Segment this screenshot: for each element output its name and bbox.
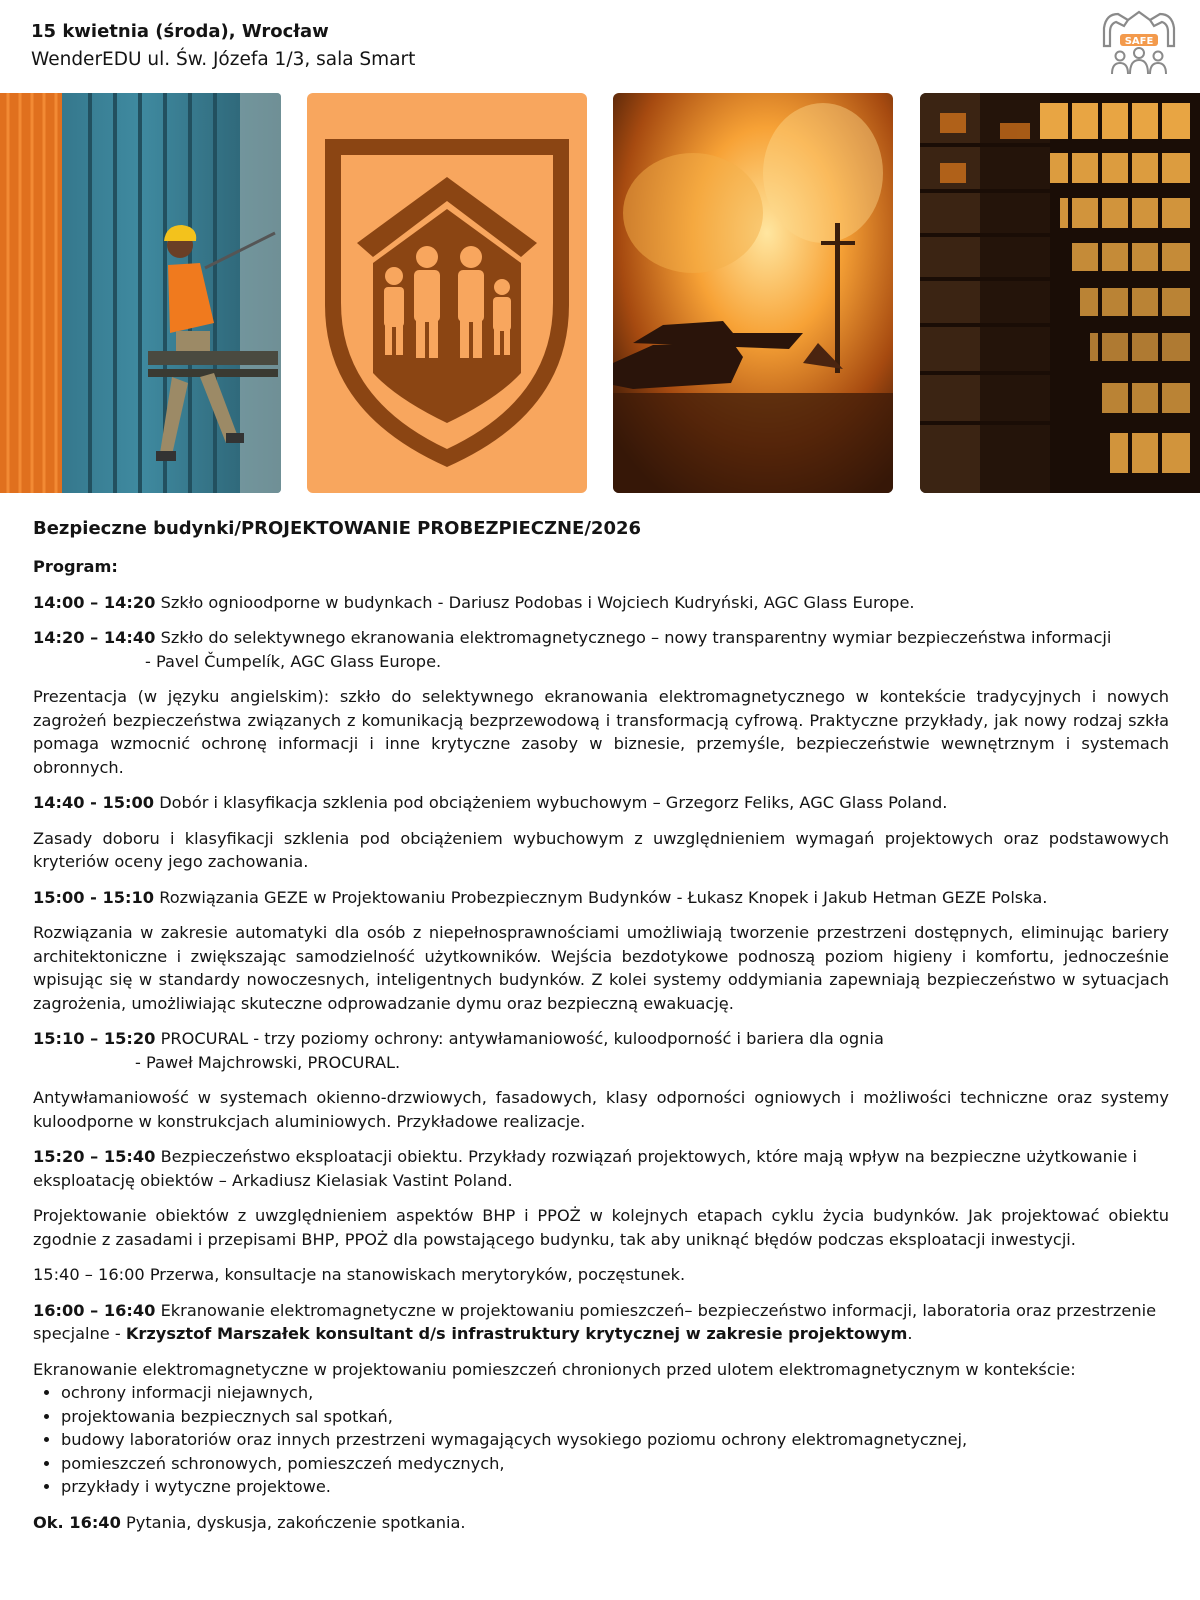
photo-strip [0,93,1200,493]
agenda-time: 16:00 – 16:40 [33,1300,156,1320]
agenda-time: 14:00 – 14:20 [33,592,156,612]
event-date: 15 kwietnia (środa), Wrocław [31,21,329,42]
agenda-text: Pytania, dyskusja, zakończenie spotkania. [120,1512,466,1532]
agenda-item [33,626,1169,673]
agenda-description: Prezentacja (w języku angielskim): szkło do selektywnego ekranowania elektromagnetycznego w kontekście tradycyjnych i nowych zagrożeń bezpieczeństwa związanych z komunikacją bezprzewodową i transformacją cyfrową. Praktyczne przykłady, jak nowy rodzaj szkła pomaga wzmocnić ochronę informacji i inne krytyczne zasoby w biznesie, przemyśle, bezpieczeństwie wewnętrznym i systemach obronnych. [33,687,1169,777]
agenda-description: Zasady doboru i klasyfikacji szklenia pod obciążeniem wybuchowym z uwzględnieniem wymagań projektowych oraz podstawowych kryteriów oceny jego zachowania. [33,828,1169,871]
agenda-speaker: - Paweł Majchrowski, PROCURAL. [135,1052,401,1072]
bullet-list [33,1381,1169,1499]
agenda-item [33,1145,1169,1192]
agenda-text: Szkło ognioodporne w budynkach - Dariusz Podobas i Wojciech Kudryński, AGC Glass Europe. [155,592,915,612]
agenda-description: Antywłamaniowość w systemach okienno-drzwiowych, fasadowych, klasy odporności ogniowych i możliwości techniczne oraz systemy kuloodporne w konstrukcjach aluminiowych. Przykładowe realizacje. [33,1088,1169,1131]
list-item: • pomieszczeń schronowych, pomieszczeń medycznych, [61,1452,1169,1476]
agenda-text: Rozwiązania GEZE w Projektowaniu Probezpiecznym Budynków - Łukasz Knopek i Jakub Hetman GEZE Polska. [154,887,1048,907]
agenda-text: PROCURAL - trzy poziomy ochrony: antywłamaniowość, kuloodporność i bariera dla ognia [155,1029,884,1048]
event-venue: WenderEDU ul. Św. Józefa 1/3, sala Smart [31,49,416,70]
agenda-text: Dobór i klasyfikacja szklenia pod obciążeniem wybuchowym – Grzegorz Feliks, AGC Glass Poland. [154,793,948,812]
event-header [31,18,415,74]
agenda-description: Projektowanie obiektów z uwzględnieniem aspektów BHP i PPOŻ w kolejnych etapach cyklu życia budynków. Jak projektować obiektu zgodnie z zasadami i przepisami BHP, PPOŻ dla powstającego budynku, tak aby uniknąć błędów podczas eksploatacji inwestycji. [33,1206,1169,1249]
program-label: Program: [33,557,118,576]
agenda-description: Rozwiązania w zakresie automatyki dla osób z niepełnosprawnościami umożliwiają tworzenie przestrzeni dostępnych, eliminując bariery architektoniczne i zwiększając samodzielność użytkowników. Wejścia bezdotykowe podnoszą poziom higieny i komfortu, jednocześnie wpisując się w standardy nowoczesnych, inteligentnych budynków. Z kolei systemy oddymiania zapewniają bezpieczeństwo w sytuacjach zagrożenia, umożliwiając skuteczne odprowadzanie dymu oraz bezpieczną ewakuację. [33,923,1169,1013]
agenda-text: Ekranowanie elektromagnetyczne w projektowaniu pomieszczeń– bezpieczeństwo informacji, laboratoria oraz przestrzenie specjalne - [33,1300,1157,1343]
closing-item [33,1511,1169,1535]
fire-tank-photo [613,93,893,493]
agenda-item [33,791,1169,815]
agenda-speaker: Krzysztof Marszałek konsultant d/s infrastruktury krytycznej w zakresie projektowym [125,1324,908,1343]
agenda-text: Szkło do selektywnego ekranowania elektromagnetycznego – nowy transparentny wymiar bezpieczeństwa informacji [155,628,1112,647]
logo-text: SAFE [1124,36,1154,47]
list-item: • przykłady i wytyczne projektowe. [61,1475,1169,1499]
agenda-time: 15:20 – 15:40 [33,1147,156,1166]
list-item: • budowy laboratoriów oraz innych przestrzeni wymagających wysokiego poziomu ochrony elektromagnetycznej, [61,1428,1169,1452]
shield-house-family-icon [307,93,587,493]
agenda-time: 15:10 – 15:20 [33,1029,156,1048]
program-content [33,516,1169,1546]
agenda-text-end: . [907,1324,913,1343]
list-item: • projektowania bezpiecznych sal spotkań, [61,1405,1169,1429]
agenda-item [33,1299,1169,1346]
agenda-time: Ok. 16:40 [33,1512,121,1532]
list-item: • ochrony informacji niejawnych, [61,1381,1169,1405]
agenda-time: 15:00 - 15:10 [33,887,155,907]
agenda-time: 14:40 - 15:00 [33,793,155,812]
agenda-item [33,886,1169,910]
agenda-item [33,1027,1169,1074]
safe-people-logo-icon [1098,6,1180,78]
agenda-description: Ekranowanie elektromagnetyczne w projektowaniu pomieszczeń chronionych przed ulotem elektromagnetycznym w kontekście: [33,1359,1076,1379]
burning-building-photo [920,93,1200,493]
event-title: Bezpieczne budynki/PROJEKTOWANIE PROBEZPIECZNE/2026 [33,518,642,539]
break-line: 15:40 – 16:00 Przerwa, konsultacje na stanowiskach merytoryków, poczęstunek. [33,1265,686,1284]
agenda-text: Bezpieczeństwo eksploatacji obiektu. Przykłady rozwiązań projektowych, które mają wpływ na bezpieczne użytkowanie i eksploatację obiektów – Arkadiusz Kielasiak Vastint Poland. [33,1147,1138,1190]
agenda-item [33,591,1169,615]
worker-on-scaffold-photo [0,93,281,493]
agenda-speaker: - Pavel Čumpelík, AGC Glass Europe. [145,651,442,671]
agenda-time: 14:20 – 14:40 [33,628,156,647]
